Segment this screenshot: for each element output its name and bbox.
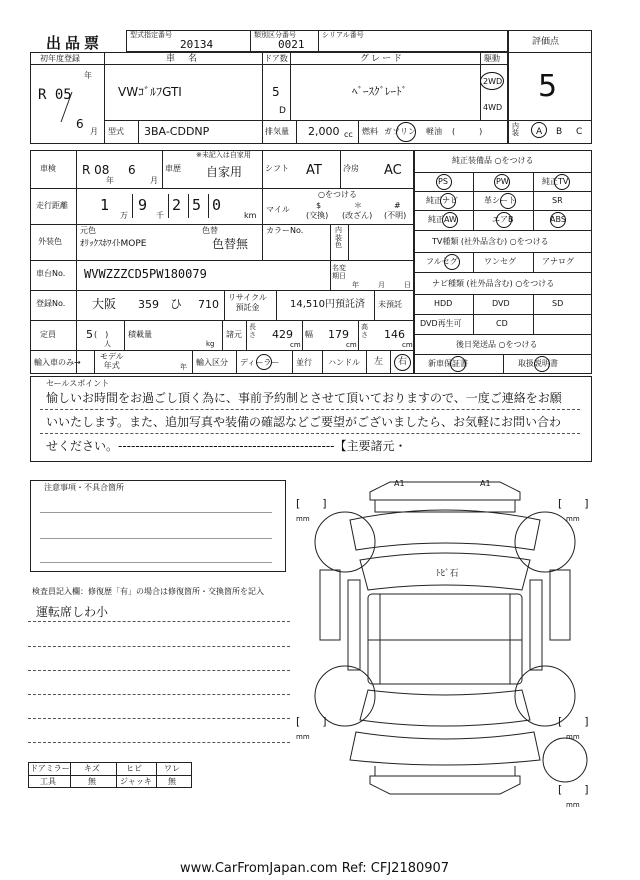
- fuel-diesel: 軽油: [426, 127, 442, 136]
- length-unit: cm: [290, 341, 301, 349]
- tread-fr-bracket: [ ]: [558, 497, 589, 510]
- interior-a-circle: [531, 122, 547, 138]
- tread-fl-unit: mm: [296, 515, 310, 523]
- sales-point-line-2: いいたします。また、追加写真や装備の確認などご要望がございましたら、お気軽にお問い合わ: [46, 415, 562, 429]
- equip-genuine-aw: 純正AW: [428, 215, 457, 224]
- mile-label: マイル: [266, 205, 290, 214]
- recycle-unpaid: 未預託: [378, 300, 402, 309]
- vin-label: 車台No.: [36, 269, 66, 278]
- equip-pw-circle: [494, 174, 510, 190]
- navi-hdd: HDD: [434, 299, 453, 308]
- drive-2wd: 2WD: [483, 77, 503, 86]
- type-no: 20134: [180, 38, 214, 51]
- inspection-label: 車検: [40, 164, 56, 173]
- legend-crack: ヒビ: [126, 764, 142, 773]
- reg-class-no: 359: [138, 298, 159, 311]
- length: 429: [272, 328, 293, 341]
- navi-sd: SD: [552, 299, 564, 308]
- first-reg-month-unit: 月: [90, 127, 98, 136]
- tread-rl-unit: mm: [296, 733, 310, 741]
- orig-color-label: 元色: [80, 226, 96, 235]
- fuel-circle: [396, 122, 416, 142]
- mileage-digit-4: 5: [192, 196, 202, 214]
- import-class-label: 輸入区分: [196, 358, 228, 367]
- legend-scratch: キズ: [84, 764, 100, 773]
- equip-abs-circle: [550, 212, 566, 228]
- later-warranty-circle: [450, 356, 466, 372]
- tread-rl-bracket: [ ]: [296, 715, 327, 728]
- caution-box: [30, 480, 286, 572]
- dim-label: 諸元: [226, 330, 242, 339]
- mileage-digit-5: 0: [212, 196, 222, 214]
- drive-label: 駆動: [484, 54, 500, 63]
- sales-point-line-3: せください。--------------------------------------------------【主要諸元・: [46, 439, 407, 453]
- equip-aw-circle: [442, 212, 458, 228]
- tv-fullseg: フルセグ: [426, 257, 458, 266]
- equip-genuine-tv: 純正TV: [542, 177, 569, 186]
- later-manual-circle: [534, 356, 550, 372]
- tread-rr-unit: mm: [566, 733, 580, 741]
- width-label: 幅: [305, 330, 313, 339]
- mile-tampered: (改ざん): [342, 211, 373, 220]
- tv-analog: アナログ: [542, 257, 574, 266]
- drive-4wd: 4WD: [483, 103, 503, 112]
- type-no-label: 型式指定番号: [130, 31, 172, 39]
- footer-reference: www.CarFromJapan.com Ref: CFJ2180907: [180, 861, 450, 876]
- interior-c: C: [576, 127, 583, 137]
- history-note: ※未記入は自家用: [196, 151, 251, 159]
- color-label: 外装色: [38, 237, 62, 246]
- sales-point-line-1: 愉しいお時間をお過ごし頂く為に、事前予約制とさせて頂いておりますので、一度ご連絡をお願: [46, 391, 562, 405]
- equip-pw: PW: [496, 177, 509, 186]
- equip-airbag: エアB: [492, 215, 514, 224]
- handle-label: ハンドル: [328, 358, 360, 367]
- doors-label: ドア数: [264, 54, 288, 63]
- shift: AT: [306, 163, 322, 178]
- height: 146: [384, 328, 405, 341]
- ac: AC: [384, 163, 402, 178]
- car-name: VWｺﾞﾙﾌGTI: [118, 85, 182, 99]
- mile-exchanged: (交換): [306, 211, 329, 220]
- color-change-label: 色替: [202, 226, 218, 235]
- height-unit: cm: [402, 341, 413, 349]
- damage-stone-chip: ﾄﾋﾞ石: [436, 569, 459, 579]
- import-dealer: ディーラー: [240, 358, 280, 367]
- mileage-man: 万: [120, 211, 128, 220]
- later-warranty: 新車保証書: [428, 359, 468, 368]
- reg-label: 登録No.: [36, 299, 66, 308]
- model: 3BA-CDDNP: [144, 125, 210, 138]
- recycle-fee: 14,510円預託済: [290, 299, 365, 310]
- inspection-year-unit: 年: [106, 176, 114, 185]
- displacement: 2,000: [308, 125, 340, 138]
- equip-ps-circle: [436, 174, 452, 190]
- legend-tools: 工具: [40, 777, 56, 786]
- recycle-label: リサイクル 預託金: [228, 293, 267, 312]
- equip-abs: ABS: [550, 215, 566, 224]
- tv-oneseg: ワンセグ: [484, 257, 516, 266]
- import-dealer-circle: [256, 354, 272, 370]
- mile-dollar: $: [316, 201, 322, 210]
- capacity-paren: ( ): [94, 330, 109, 339]
- first-reg-label: 初年度登録: [40, 54, 80, 63]
- form-title: 出品票: [46, 34, 104, 52]
- first-reg-month: 6: [76, 117, 84, 131]
- drive-2wd-circle: [480, 72, 504, 90]
- mile-unknown: (不明): [384, 211, 407, 220]
- name-change-label: 名変 期日: [332, 264, 346, 281]
- capacity-label: 定員: [40, 330, 56, 339]
- model-year-unit: 年: [180, 363, 187, 371]
- score-label: 評価点: [532, 37, 560, 47]
- legend-jack: ジャッキ: [120, 777, 152, 786]
- color-no-label: カラーNo.: [266, 226, 304, 235]
- import-label: 輸入車のみ→: [34, 358, 81, 367]
- reg-kana: ひ: [170, 297, 183, 311]
- tread-spare-unit: mm: [566, 801, 580, 809]
- shift-label: シフト: [265, 164, 289, 173]
- handle-right: 右: [398, 357, 408, 367]
- handle-right-circle: [394, 354, 411, 371]
- later-manual: 取扱説明書: [518, 359, 558, 368]
- ac-label: 冷房: [343, 164, 359, 173]
- mile-tsuke: ○をつける: [318, 190, 357, 199]
- equip-genuine-navi: 純正ナビ: [426, 196, 458, 205]
- name-change-day: 日: [404, 281, 411, 289]
- orig-color: ｵﾘｯｸｽﾎﾜｲﾄMOPE: [80, 239, 147, 249]
- mileage-sen: 千: [156, 211, 164, 220]
- name-change-month: 月: [378, 281, 385, 289]
- width-unit: cm: [346, 341, 357, 349]
- load-unit: kg: [206, 340, 215, 348]
- class-no: 0021: [278, 38, 305, 51]
- load-label: 積載量: [128, 330, 152, 339]
- equip-leather: 革シート: [484, 196, 516, 205]
- doors-suffix: D: [279, 106, 286, 116]
- model-label: 型式: [108, 127, 124, 136]
- sales-point-label: セールスポイント: [46, 379, 110, 388]
- first-reg-year-unit: 年: [84, 71, 92, 80]
- reg-city: 大阪: [92, 297, 117, 311]
- height-label: 高さ: [361, 323, 368, 339]
- km-unit: km: [244, 211, 257, 220]
- width: 179: [328, 328, 349, 341]
- tread-fl-bracket: [ ]: [296, 497, 327, 510]
- genuine-equipment-title: 純正装備品 ○をつける: [452, 156, 534, 165]
- legend-tools-value: 無: [88, 777, 96, 786]
- import-parallel: 並行: [296, 358, 312, 367]
- doors: 5: [272, 85, 280, 99]
- mileage-digit-1: 1: [100, 196, 110, 214]
- vin: WVWZZZCD5PW180079: [84, 267, 207, 281]
- inspection-year: R 08: [82, 163, 110, 177]
- car-damage-diagram: [290, 470, 600, 820]
- equip-leather-circle: [500, 193, 516, 209]
- legend-dent: ワレ: [164, 764, 180, 773]
- mileage-label: 走行距離: [36, 201, 68, 210]
- score-value: 5: [538, 69, 558, 104]
- equip-navi-circle: [440, 193, 456, 209]
- serial-label: シリアル番号: [322, 31, 364, 39]
- mile-hash: #: [394, 201, 401, 210]
- tread-fr-unit: mm: [566, 515, 580, 523]
- damage-a1-left: A1: [394, 479, 405, 488]
- cc-unit: cc: [344, 130, 353, 139]
- tread-spare-bracket: [ ]: [558, 783, 589, 796]
- inspector-note: 運転席しわ小: [36, 605, 109, 619]
- fuel-gasoline: ガソリン: [384, 127, 416, 136]
- inspector-label: 検査員記入欄：修復歴「有」の場合は修復箇所・交換箇所を記入: [32, 587, 264, 596]
- capacity-unit: 人: [104, 340, 111, 348]
- car-name-label: 車 名: [166, 54, 200, 64]
- length-label: 長さ: [249, 323, 256, 339]
- mileage-digit-2: 9: [138, 196, 148, 214]
- equip-airbag-circle: [496, 212, 512, 228]
- interior-color-label: 内装色: [335, 226, 342, 250]
- tread-rr-bracket: [ ]: [558, 715, 589, 728]
- interior-a: A: [536, 127, 543, 137]
- equip-ps: PS: [438, 177, 448, 186]
- mileage-digit-3: 2: [172, 196, 182, 214]
- displacement-label: 排気量: [265, 127, 289, 136]
- navi-cd: CD: [496, 319, 508, 328]
- interior-b: B: [556, 127, 563, 137]
- history-label: 車歴: [165, 164, 181, 173]
- interior-grade-label: 内装: [512, 122, 519, 137]
- grade-label: グレード: [360, 54, 405, 64]
- mile-tampered-mark: ＊: [354, 201, 362, 210]
- caution-label: 注意事項・不具合箇所: [44, 483, 124, 492]
- reg-number: 710: [198, 298, 219, 311]
- navi-type-title: ナビ種類 (社外品含む) ○をつける: [432, 279, 555, 288]
- equip-tv-circle: [554, 174, 570, 190]
- navi-dvd: DVD: [492, 299, 510, 308]
- first-reg-year: R 05: [38, 87, 72, 103]
- tv-type-title: TV種類 (社外品含む) ○をつける: [432, 237, 549, 246]
- inspection-month: 6: [128, 163, 136, 177]
- tv-fullseg-circle: [444, 254, 460, 270]
- legend-jack-value: 無: [168, 777, 176, 786]
- history: 自家用: [206, 165, 243, 179]
- grade: ﾍﾞｰｽｸﾞﾚｰﾄﾞ: [352, 85, 407, 98]
- handle-left: 左: [374, 357, 384, 367]
- navi-dvd-player: DVD再生可: [420, 319, 462, 328]
- model-year-label: モデル 年式: [100, 352, 124, 370]
- class-no-label: 類別区分番号: [254, 31, 296, 39]
- damage-a1-right: A1: [480, 479, 491, 488]
- legend-door-mirror: ドアミラー: [30, 764, 70, 773]
- inspection-month-unit: 月: [150, 176, 158, 185]
- name-change-year: 年: [352, 281, 359, 289]
- capacity: 5: [86, 328, 93, 341]
- equip-sr: SR: [552, 196, 563, 205]
- fuel-label: 燃料: [362, 127, 378, 136]
- color-change: 色替無: [212, 237, 249, 251]
- fuel-other: ( ): [452, 127, 483, 136]
- later-ship-title: 後日発送品 ○をつける: [456, 340, 538, 349]
